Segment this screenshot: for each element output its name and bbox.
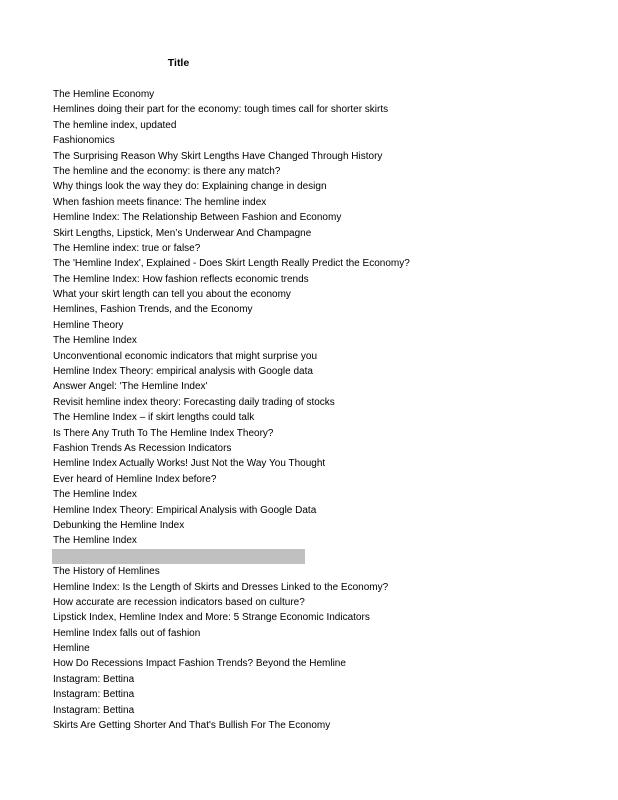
column-header-title[interactable]: Title (167, 57, 190, 69)
title-cell[interactable]: Hemline Theory (53, 319, 124, 331)
title-cell[interactable]: Hemline Index Theory: Empirical Analysis with Google Data (53, 504, 317, 516)
title-list (52, 87, 410, 733)
title-cell[interactable]: Instagram: Bettina (53, 689, 135, 701)
highlighted-cell[interactable] (52, 549, 305, 564)
title-cell[interactable]: The hemline and the economy: is there any match? (53, 165, 281, 177)
title-cell[interactable]: When fashion meets finance: The hemline index (53, 196, 267, 208)
title-cell[interactable]: The Hemline Economy (53, 89, 155, 100)
title-cell[interactable]: Answer Angel: 'The Hemline Index' (53, 381, 208, 393)
title-cell[interactable]: How Do Recessions Impact Fashion Trends? Beyond the Hemline (53, 658, 346, 670)
title-cell[interactable]: Hemline Index: Is the Length of Skirts and Dresses Linked to the Economy? (53, 581, 389, 593)
title-cell[interactable]: The Hemline Index (53, 535, 137, 547)
title-cell[interactable]: Hemlines, Fashion Trends, and the Economy (53, 304, 253, 316)
title-cell[interactable]: Skirts Are Getting Shorter And That's Bullish For The Economy (53, 720, 331, 732)
title-cell[interactable]: The Hemline Index: How fashion reflects economic trends (53, 273, 309, 285)
title-cell[interactable]: Hemline Index Actually Works! Just Not the Way You Thought (53, 458, 326, 470)
spreadsheet-column (52, 55, 410, 733)
title-cell[interactable]: Lipstick Index, Hemline Index and More: 5 Strange Economic Indicators (53, 612, 370, 624)
title-cell[interactable]: What your skirt length can tell you about the economy (53, 289, 291, 301)
empty-row[interactable] (52, 71, 305, 87)
title-cell[interactable]: Ever heard of Hemline Index before? (53, 473, 217, 485)
title-cell[interactable]: Debunking the Hemline Index (53, 519, 185, 531)
title-cell[interactable]: The 'Hemline Index', Explained - Does Skirt Length Really Predict the Economy? (53, 258, 410, 270)
title-cell[interactable]: Why things look the way they do: Explaining change in design (53, 181, 327, 193)
title-cell[interactable]: Hemlines doing their part for the economy: tough times call for shorter skirts (53, 104, 389, 116)
title-cell[interactable]: Fashion Trends As Recession Indicators (53, 442, 232, 454)
title-cell[interactable]: The Surprising Reason Why Skirt Lengths Have Changed Through History (53, 150, 383, 162)
title-cell[interactable]: Skirt Lengths, Lipstick, Men’s Underwear And Champagne (53, 227, 312, 239)
title-cell[interactable]: The History of Hemlines (53, 566, 160, 578)
title-cell[interactable]: Fashionomics (53, 135, 115, 147)
title-cell[interactable]: Instagram: Bettina (53, 704, 135, 716)
title-cell[interactable]: The Hemline Index (53, 489, 137, 501)
title-cell[interactable]: Revisit hemline index theory: Forecasting daily trading of stocks (53, 396, 335, 408)
title-cell[interactable]: The Hemline Index (53, 335, 137, 347)
title-cell[interactable]: Unconventional economic indicators that might surprise you (53, 350, 318, 362)
title-cell[interactable]: The hemline index, updated (53, 119, 177, 131)
title-cell[interactable]: Hemline Index: The Relationship Between Fashion and Economy (53, 212, 342, 224)
title-cell[interactable]: The Hemline index: true or false? (53, 242, 201, 254)
title-cell[interactable]: Hemline (53, 643, 90, 655)
title-cell[interactable]: The Hemline Index – if skirt lengths could talk (53, 412, 255, 424)
title-cell[interactable]: How accurate are recession indicators based on culture? (53, 596, 305, 608)
title-cell[interactable]: Instagram: Bettina (53, 673, 135, 685)
title-cell[interactable]: Hemline Index falls out of fashion (53, 627, 201, 639)
title-cell[interactable]: Is There Any Truth To The Hemline Index Theory? (53, 427, 274, 439)
title-cell[interactable]: Hemline Index Theory: empirical analysis with Google data (53, 366, 313, 378)
